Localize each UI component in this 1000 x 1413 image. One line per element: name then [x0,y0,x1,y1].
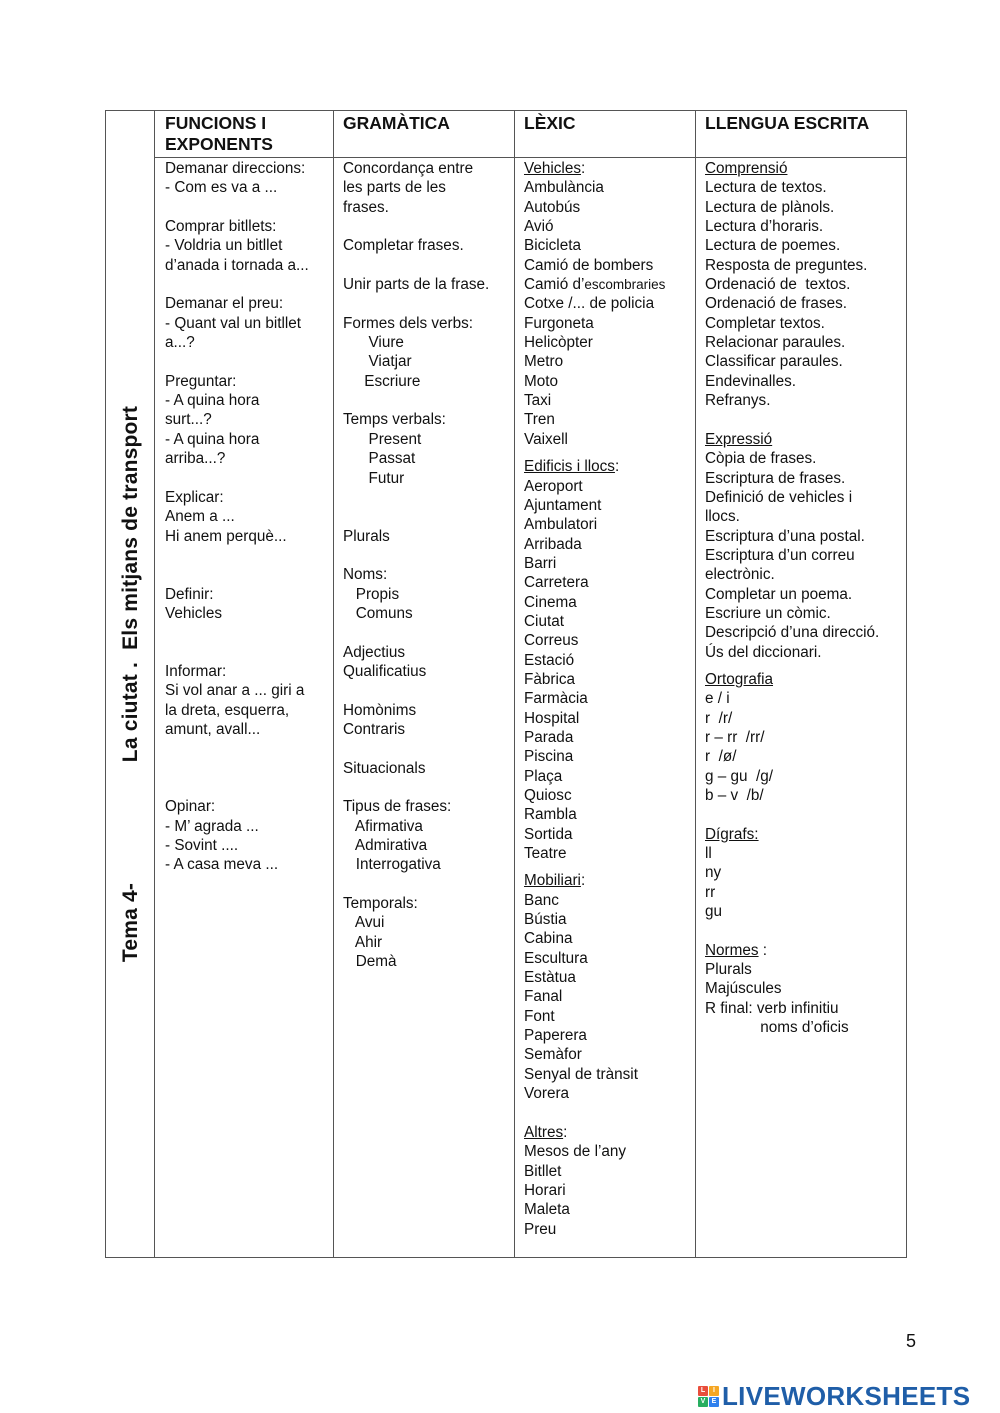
list-item: Endevinalles. [705,372,796,390]
list-item: Majúscules [705,980,782,998]
list-item: la dreta, esquerra, [165,701,290,719]
list-item: r – rr /rr/ [705,728,765,746]
list-item: Farmàcia [524,690,588,708]
list-item: Horari [524,1181,566,1199]
list-item: amunt, avall... [165,720,261,738]
ortografia-list [705,689,879,805]
list-item: Homònims [343,701,417,719]
list-item: Lectura de textos. [705,179,827,197]
logo-mark-icon [698,1386,719,1407]
list-item: Font [524,1007,555,1025]
liveworksheets-logo [698,1381,970,1412]
list-item: Viure [343,334,404,352]
list-item: Camió d’escombraries [524,276,666,294]
list-item: Qualificatius [343,662,427,680]
side-title: Tema 4- La ciutat . Els mitjans de transport [118,405,142,963]
list-item: Hi anem perquè... [165,527,287,545]
list-item: Present [343,430,422,448]
list-item: Comprar bitllets: [165,218,277,236]
spacer [343,488,489,507]
spacer [343,623,489,642]
list-item: - Com es va a ... [165,179,278,197]
list-item: llocs. [705,508,740,526]
list-item: Semàfor [524,1046,582,1064]
spacer [343,217,489,236]
list-item: Demanar direccions: [165,160,306,177]
list-item: Temporals: [343,895,418,913]
spacer [165,759,309,778]
list-item: Plaça [524,767,563,785]
logo-mark-tile: V [698,1397,708,1407]
list-item: Carretera [524,574,589,592]
column-divider [514,111,515,1257]
list-item: Ambulatori [524,516,598,534]
list-item: Barri [524,554,557,572]
list-item: Quiosc [524,787,572,804]
list-item: Situacionals [343,759,426,777]
list-item: Lectura de poemes. [705,237,841,255]
spacer [165,198,309,217]
spacer [165,623,309,642]
list-item: Escultura [524,949,588,967]
list-item: Tren [524,411,555,429]
list-item: Classificar paraules. [705,353,843,371]
list-item: - Voldria un bitllet [165,237,283,255]
spacer [165,352,309,371]
spacer [165,643,309,662]
header-gramatica: GRAMÀTICA [343,113,450,133]
list-item: Plurals [343,527,390,545]
section-expressio-title: Expressió [705,430,773,448]
header-divider [155,157,906,158]
column-divider [695,111,696,1257]
list-item: Sortida [524,825,573,843]
list-item: Viatjar [343,353,412,371]
list-item: Completar frases. [343,237,464,255]
list-item: Ahir [343,933,383,951]
list-item: Moto [524,372,559,390]
list-item: Informar: [165,662,227,680]
funcions-column [165,159,309,875]
list-item: Completar textos. [705,314,825,332]
list-item: Estàtua [524,969,576,987]
page-number: 5 [906,1331,917,1351]
spacer [165,469,309,488]
list-item: Escriure un còmic. [705,604,831,622]
spacer [165,778,309,797]
list-item: d’anada i tornada a... [165,256,309,274]
list-item: Teatre [524,845,567,863]
list-item: Relacionar paraules. [705,334,846,352]
list-item: r /r/ [705,709,733,727]
list-item: Tipus de frases: [343,798,452,816]
header-funcions-line1: FUNCIONS I [165,113,267,133]
list-item: arriba...? [165,450,226,468]
header-funcions [165,113,273,155]
header-llengua: LLENGUA ESCRITA [705,113,870,133]
list-item: ll [705,845,712,863]
list-item: Preguntar: [165,372,237,390]
list-item: Escriptura d’una postal. [705,527,865,545]
logo-mark-tile: I [709,1386,719,1396]
list-item: Escriure [343,372,421,390]
list-item: Interrogativa [343,856,441,874]
list-item: Avui [343,914,385,932]
list-item: Explicar: [165,488,224,506]
curriculum-table [105,110,907,1258]
altres-list [524,1142,665,1239]
spacer [165,275,309,294]
list-item: Temps verbals: [343,411,446,429]
mobiliari-list [524,891,665,1104]
spacer [343,256,489,275]
list-item: Bicicleta [524,237,581,255]
list-item: Ajuntament [524,496,602,514]
list-item: Arribada [524,535,582,553]
column-divider [333,111,334,1257]
list-item: Bitllet [524,1162,562,1180]
list-item: Contraris [343,720,406,738]
list-item: - Quant val un bitllet [165,314,302,332]
list-item: Helicòpter [524,334,593,352]
spacer [165,546,309,565]
expressio-list [705,449,879,662]
list-item: Taxi [524,392,552,410]
list-item: noms d’oficis [705,1019,849,1037]
section-vehicles-title: Vehicles: [524,160,586,177]
list-item: Vaixell [524,430,568,448]
list-item: ny [705,864,722,882]
list-item: Opinar: [165,798,216,816]
list-item: Fàbrica [524,670,576,688]
list-item: gu [705,903,723,921]
list-item: Comuns [343,604,413,622]
list-item: les parts de les [343,179,446,197]
spacer [165,565,309,584]
list-item: r /ø/ [705,748,737,766]
list-item: Demà [343,953,397,971]
column-divider [154,111,155,1257]
list-item: Escriptura de frases. [705,469,846,487]
list-item: - A quina hora [165,392,260,410]
section-ortografia-title: Ortografia [705,670,774,688]
list-item: Demanar el preu: [165,295,284,313]
list-item: Vehicles [165,604,222,622]
list-item: b – v /b/ [705,787,764,804]
comprensio-list [705,178,879,410]
spacer [343,875,489,894]
llengua-column [705,159,879,1037]
list-item: Propis [343,585,400,603]
list-item: Aeroport [524,477,583,495]
list-item: rr [705,883,716,901]
list-item: Ordenació de textos. [705,276,851,294]
section-mobiliari-title: Mobiliari: [524,872,586,890]
list-item: Plurals [705,961,752,979]
spacer [343,507,489,526]
spacer [343,546,489,565]
list-item: Passat [343,450,416,468]
list-item: - M’ agrada ... [165,817,259,835]
list-item: Definir: [165,585,214,603]
list-item: Furgoneta [524,314,594,332]
list-item: Ciutat [524,612,564,630]
spacer [343,681,489,700]
list-item: frases. [343,198,389,216]
list-item: Lectura de plànols. [705,198,835,216]
digrafs-list [705,844,879,921]
logo-mark-tile: E [709,1397,719,1407]
list-item: Estació [524,651,575,669]
list-item: Cotxe /... de policia [524,295,655,313]
spacer [343,778,489,797]
list-item: Noms: [343,566,388,584]
list-item: Escriptura d’un correu [705,546,855,564]
list-item: Afirmativa [343,817,423,835]
list-item: Preu [524,1220,557,1238]
list-item: Camió de bombers [524,256,654,274]
list-item: Anem a ... [165,508,235,526]
spacer [165,739,309,758]
lexic-column [524,159,665,1239]
list-item: Formes dels verbs: [343,314,474,332]
list-item: - A casa meva ... [165,856,279,874]
list-item: Resposta de preguntes. [705,256,868,274]
gramatica-column [343,159,489,971]
list-item: Mesos de l’any [524,1143,627,1161]
list-item: Correus [524,632,579,650]
list-item: Còpia de frases. [705,450,817,468]
list-item: Descripció d’una direcció. [705,624,880,642]
list-item: Definició de vehicles i [705,488,853,506]
section-normes-title: Normes : [705,941,768,959]
list-item: Adjectius [343,643,406,661]
spacer [343,739,489,758]
spacer [343,391,489,410]
list-item: Si vol anar a ... giri a [165,682,305,700]
list-item: Completar un poema. [705,585,853,603]
list-item: Piscina [524,748,574,766]
list-item: Ús del diccionari. [705,643,822,661]
list-item: Hospital [524,709,580,727]
list-item: Lectura d’horaris. [705,218,824,236]
list-item: surt...? [165,411,212,429]
list-item: g – gu /g/ [705,767,774,785]
list-item: e / i [705,690,730,708]
logo-text: LIVEWORKSHEETS [722,1381,971,1411]
list-item: Autobús [524,198,581,216]
list-item: Rambla [524,806,577,824]
normes-list [705,960,879,1037]
side-title-cell [106,111,155,1257]
logo-mark-tile: L [698,1386,708,1396]
list-item: Paperera [524,1027,587,1045]
header-lexic: LÈXIC [524,113,576,133]
list-item: Admirativa [343,837,428,855]
list-item: a...? [165,334,195,352]
list-item: R final: verb infinitiu [705,999,839,1017]
list-item: Fanal [524,988,563,1006]
list-item: Parada [524,728,574,746]
header-funcions-line2: EXPONENTS [165,134,273,154]
list-item: Maleta [524,1201,570,1219]
section-edificis-title: Edificis i llocs: [524,458,620,476]
section-comprensio-title: Comprensió [705,160,788,177]
list-item: Bústia [524,911,567,929]
list-item: Banc [524,891,559,909]
list-item: Concordança entre [343,160,474,177]
list-item: Vorera [524,1085,570,1103]
list-item: Senyal de trànsit [524,1065,638,1083]
list-item: - Sovint .... [165,837,239,855]
list-item: Cinema [524,593,577,611]
list-item: Metro [524,353,564,371]
list-item: Unir parts de la frase. [343,276,490,294]
vehicles-list-2 [524,294,665,449]
list-item: Cabina [524,930,573,948]
list-item: Avió [524,218,554,236]
list-item: Refranys. [705,392,771,410]
list-item: Ambulància [524,179,604,197]
list-item: Ordenació de frases. [705,295,847,313]
section-altres-title: Altres: [524,1123,568,1141]
list-item: electrònic. [705,566,775,584]
vehicles-list [524,178,665,275]
list-item: - A quina hora [165,430,260,448]
edificis-list [524,477,665,864]
list-item: Futur [343,469,405,487]
section-digrafs-title: Dígrafs: [705,825,759,843]
spacer [343,294,489,313]
